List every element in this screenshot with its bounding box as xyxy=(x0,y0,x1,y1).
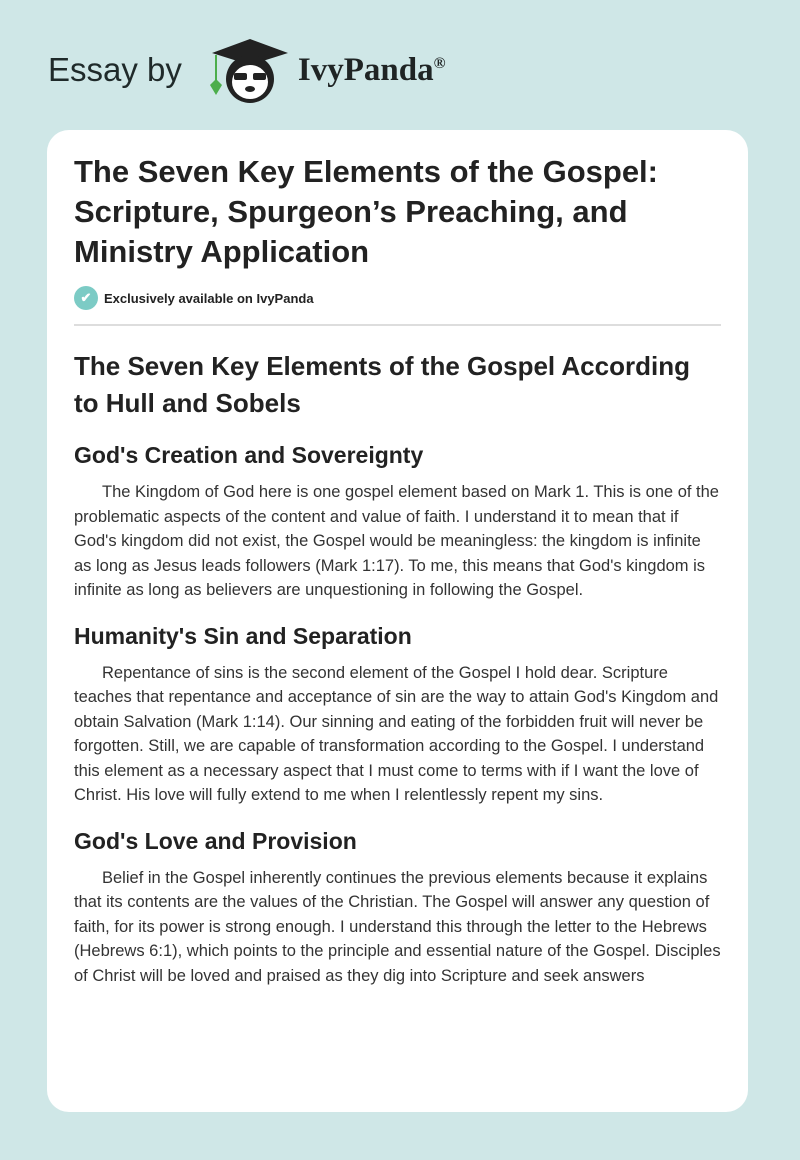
section-title: The Seven Key Elements of the Gospel According to Hull and Sobels xyxy=(74,351,690,418)
essay-by-label: Essay by xyxy=(48,51,182,88)
badge-label: Exclusively available on IvyPanda xyxy=(104,290,314,306)
exclusive-badge xyxy=(74,286,721,310)
essay-card xyxy=(47,130,748,1112)
brand-name: IvyPanda xyxy=(297,51,434,88)
panda-logo-icon xyxy=(202,35,292,105)
brand-header xyxy=(48,30,446,110)
page-title: The Seven Key Elements of the Gospel: Scripture, Spurgeon’s Preaching, and Ministry Application xyxy=(74,154,658,269)
ivypanda-wordmark[interactable] xyxy=(298,52,446,89)
divider xyxy=(74,324,721,326)
paragraph: Repentance of sins is the second element of the Gospel I hold dear. Scripture teaches that repentance and acceptance of sin are the way to attain God's Kingdom and obtain Salvation (Mark 1:14). Our sinning and eating of the forbidden fruit will never be forgotten. Still, we are capable of transformation according to the Gospel. I understand this element as a necessary aspect that I must come to terms with if I want the love of Christ. His love will fully extend to me when I relentlessly repent my sins. xyxy=(74,663,719,804)
check-icon: ✔ xyxy=(74,286,98,310)
paragraph: The Kingdom of God here is one gospel element based on Mark 1. This is one of the problematic aspects of the content and value of faith. I understand it to mean that if God's kingdom did not exist, the Gospel would be meaningless: the kingdom is infinite as long as Jesus leads followers (Mark 1:17). To me, this means that God's kingdom is infinite as long as believers are unquestioning in following the Gospel. xyxy=(74,483,719,599)
paragraph: Belief in the Gospel inherently continues the previous elements because it explains that its contents are the values of the Christian. The Gospel will answer any question of faith, for its power is strong enough. I understand this through the letter to the Hebrews (Hebrews 6:1), which points to the principle and essential nature of the Gospel. Disciples of Christ will be loved and praised as they dig into Scripture and seek answers xyxy=(74,868,721,985)
section-heading: Humanity's Sin and Separation xyxy=(74,622,412,649)
section-heading: God's Creation and Sovereignty xyxy=(74,442,424,468)
registered-mark: ® xyxy=(433,54,446,72)
section-heading: God's Love and Provision xyxy=(74,827,357,854)
